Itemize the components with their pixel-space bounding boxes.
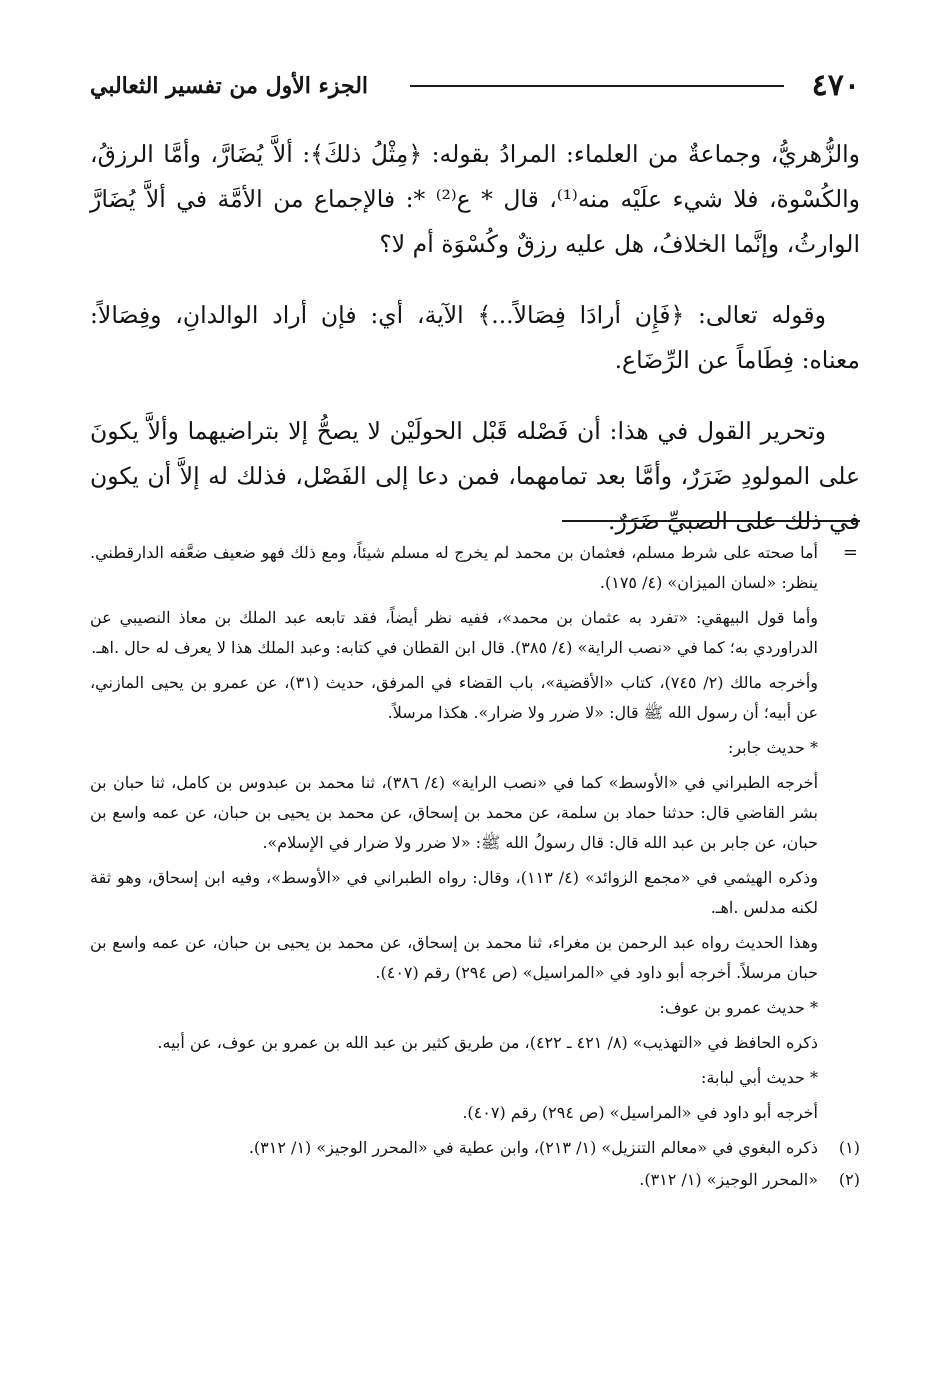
footnotes — [90, 538, 860, 1197]
footnote-paragraph: وأخرجه مالك (٢/ ٧٤٥)، كتاب «الأقضية»، باب القضاء في المرفق، حديث (٣١)، عن عمرو بن يحيى المازني، عن أبيه؛ أن رسول الله ﷺ قال: «لا ضرر ولا ضرار». هكذا مرسلاً. — [90, 673, 818, 722]
main-paragraph: والزُّهريُّ، وجماعةٌ من العلماء: المرادُ بقوله: ﴿مِثْلُ ذلكَ﴾: ألاَّ يُضَارَّ، وأمَّا الرزقُ، والكُسْوة، فلا شيء علَيْه منه⁽¹⁾، قال * ع⁽²⁾ *: فالإجماع من الأمَّة في ألاَّ يُضَارَّ الوارثُ، وإنَّما الخلافُ، هل عليه رزقٌ وكُسْوَة أم لا؟ — [90, 140, 860, 258]
footnote-separator — [562, 520, 860, 522]
header-rule — [410, 85, 784, 87]
page-number: ٤٧٠ — [811, 68, 860, 103]
footnote-paragraph: وهذا الحديث رواه عبد الرحمن بن مغراء، ثنا محمد بن إسحاق، عن محمد بن يحيى بن حبان، عن عمه واسع بن حبان مرسلاً. أخرجه أبو داود في «المراسيل» (ص ٢٩٤) رقم (٤٠٧). — [90, 933, 818, 982]
footnote-number: (١) — [838, 1138, 860, 1157]
footnote-paragraph: * حديث عمرو بن عوف: — [659, 998, 818, 1017]
running-header — [90, 68, 860, 108]
footnote-paragraph: وذكره الهيثمي في «مجمع الزوائد» (٤/ ١١٣)، وقال: رواه الطبراني في «الأوسط»، وفيه ابن إسحاق، وهو ثقة لكنه مدلس .اهـ. — [90, 868, 819, 917]
footnote-text: ذكره البغوي في «معالم التنزيل» (١/ ٢١٣)، وابن عطية في «المحرر الوجيز» (١/ ٣١٢). — [248, 1138, 818, 1157]
footnote-paragraph: وأما قول البيهقي: «تفرد به عثمان بن محمد»، ففيه نظر أيضاً، فقد تابعه عبد الملك بن معاذ النصيبي عن الدراوردي به؛ كما في «نصب الراية» (٤/ ٣٨٥). قال ابن القطان في كتابه: وعبد الملك هذا لا يعرف له حال .اهـ. — [90, 608, 819, 657]
footnote-paragraph: أخرجه أبو داود في «المراسيل» (ص ٢٩٤) رقم (٤٠٧). — [462, 1103, 818, 1122]
footnote-paragraph: ذكره الحافظ في «التهذيب» (٨/ ٤٢١ ـ ٤٢٢)، من طريق كثير بن عبد الله بن عمرو بن عوف، عن أبيه. — [157, 1033, 818, 1052]
footnote-number: (٢) — [838, 1170, 860, 1189]
footnote-1 — [90, 1133, 860, 1163]
footnote-text: «المحرر الوجيز» (١/ ٣١٢). — [639, 1170, 818, 1189]
footnote-paragraph: أخرجه الطبراني في «الأوسط» كما في «نصب الراية» (٤/ ٣٨٦)، ثنا محمد بن عبدوس بن كامل، ثنا حبان بن بشر القاضي قال: حدثنا حماد بن سلمة، عن محمد بن إسحاق، عن محمد بن يحيى بن حبان، عن عمه واسع بن حبان، عن جابر بن عبد الله قال: قال رسولُ الله ﷺ: «لا ضرر ولا ضرار في الإسلام». — [90, 773, 819, 852]
footnote-paragraph: * حديث جابر: — [727, 738, 818, 757]
main-paragraph: وقوله تعالى: ﴿فَإِن أرادَا فِصَالاً...﴾ الآية، أي: فإن أراد الوالدانِ، وفِصَالاً: معناه: فِطَاماً عن الرِّضَاع. — [90, 301, 860, 374]
main-paragraph: وتحرير القول في هذا: أن فَصْله قَبْل الحولَيْن لا يصحُّ إلا بتراضيهما وألاَّ يكونَ على المولودِ ضَرَرٌ، وأمَّا بعد تمامهما، فمن دعا إلى الفَصْل، فذلك له إلاَّ أن يكون في ذلك على الصبيِّ ضَرَرٌ. — [90, 417, 860, 535]
running-title: الجزء الأول من تفسير الثعالبي — [90, 73, 369, 99]
footnote-2 — [90, 1165, 860, 1195]
footnote-paragraph: * حديث أبي لبابة: — [701, 1068, 818, 1087]
continuation-mark: = — [842, 542, 858, 563]
continued-footnote — [90, 538, 860, 1128]
footnote-paragraph: أما صحته على شرط مسلم، فعثمان بن محمد لم يخرج له مسلم شيئاً، ومع ذلك فهو ضعيف ضعَّفه الدارقطني. ينظر: «لسان الميزان» (٤/ ١٧٥). — [90, 543, 818, 592]
main-text — [90, 132, 860, 570]
